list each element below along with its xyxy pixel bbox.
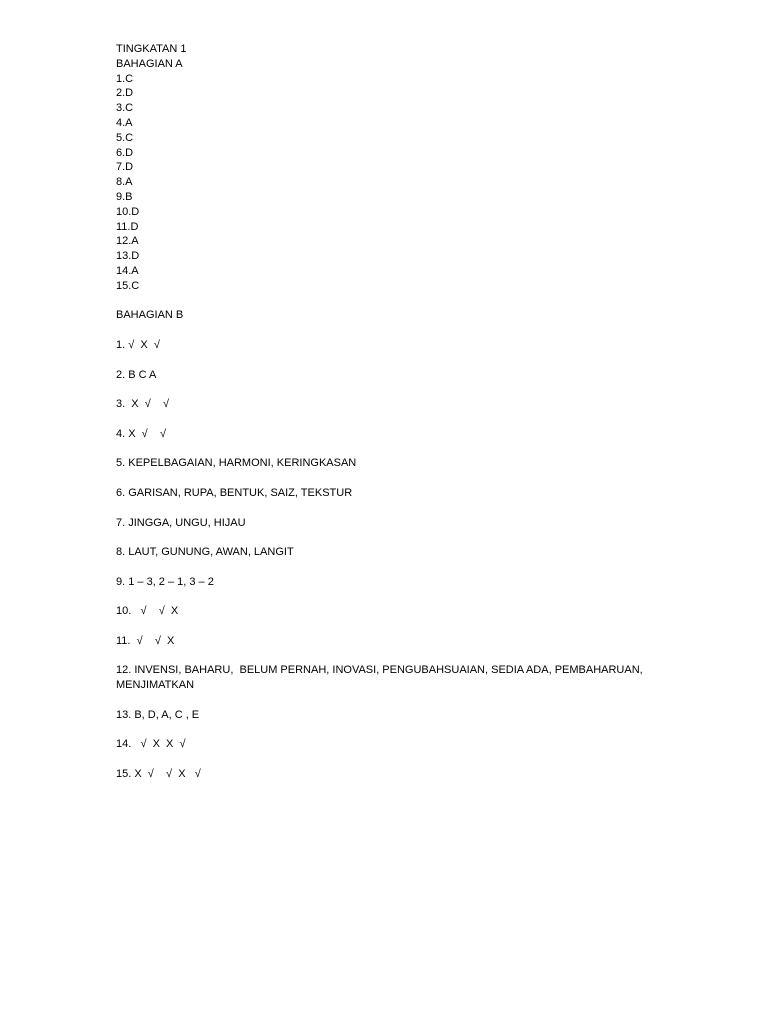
section-b-answer-13: 13. B, D, A, C , E xyxy=(116,708,200,721)
section-a-answer-12: 12.A xyxy=(116,235,139,248)
section-b-answer-10: 10. √ √ X xyxy=(116,605,179,618)
section-b-answer-6: 6. GARISAN, RUPA, BENTUK, SAIZ, TEKSTUR xyxy=(116,486,353,499)
section-a-answer-2: 2.D xyxy=(116,87,134,100)
section-a-answer-9: 9.B xyxy=(116,190,133,203)
section-a-answer-15: 15.C xyxy=(116,279,140,292)
section-b-answer-4: 4. X √ √ xyxy=(116,427,166,440)
section-a-answer-1: 1.C xyxy=(116,72,134,85)
section-b-answer-12: 12. INVENSI, BAHARU, BELUM PERNAH, INOVASI, PENGUBAHSUAIAN, SEDIA ADA, PEMBAHARUAN, MENJIMATKAN xyxy=(116,664,646,692)
section-b-heading: BAHAGIAN B xyxy=(116,309,184,322)
section-a-answer-5: 5.C xyxy=(116,131,134,144)
section-a-heading: BAHAGIAN A xyxy=(116,57,183,70)
section-b-answer-2: 2. B C A xyxy=(116,368,157,381)
section-a-answer-7: 7.D xyxy=(116,161,134,174)
section-a-answer-10: 10.D xyxy=(116,205,140,218)
section-b-answer-15: 15. X √ √ X √ xyxy=(116,768,201,781)
section-a-answer-list xyxy=(116,72,656,294)
section-b-answer-11: 11. √ √ X xyxy=(116,634,175,647)
section-a-answer-13: 13.D xyxy=(116,250,140,263)
section-b-answer-list xyxy=(116,338,656,782)
section-a-answer-8: 8.A xyxy=(116,176,133,189)
answer-document xyxy=(116,42,656,782)
section-a-answer-11: 11.D xyxy=(116,220,139,233)
section-b-answer-5: 5. KEPELBAGAIAN, HARMONI, KERINGKASAN xyxy=(116,457,357,470)
section-a-answer-6: 6.D xyxy=(116,146,134,159)
section-b-answer-8: 8. LAUT, GUNUNG, AWAN, LANGIT xyxy=(116,546,294,559)
section-b-answer-1: 1. √ X √ xyxy=(116,338,160,351)
section-b-answer-7: 7. JINGGA, UNGU, HIJAU xyxy=(116,516,246,529)
section-b-answer-3: 3. X √ √ xyxy=(116,398,170,411)
document-title: TINGKATAN 1 xyxy=(116,43,187,55)
section-b-answer-9: 9. 1 – 3, 2 – 1, 3 – 2 xyxy=(116,575,214,588)
section-a-answer-4: 4.A xyxy=(116,116,133,129)
section-a-answer-14: 14.A xyxy=(116,264,139,277)
section-b-answer-14: 14. √ X X √ xyxy=(116,738,186,751)
section-a-answer-3: 3.C xyxy=(116,102,134,115)
